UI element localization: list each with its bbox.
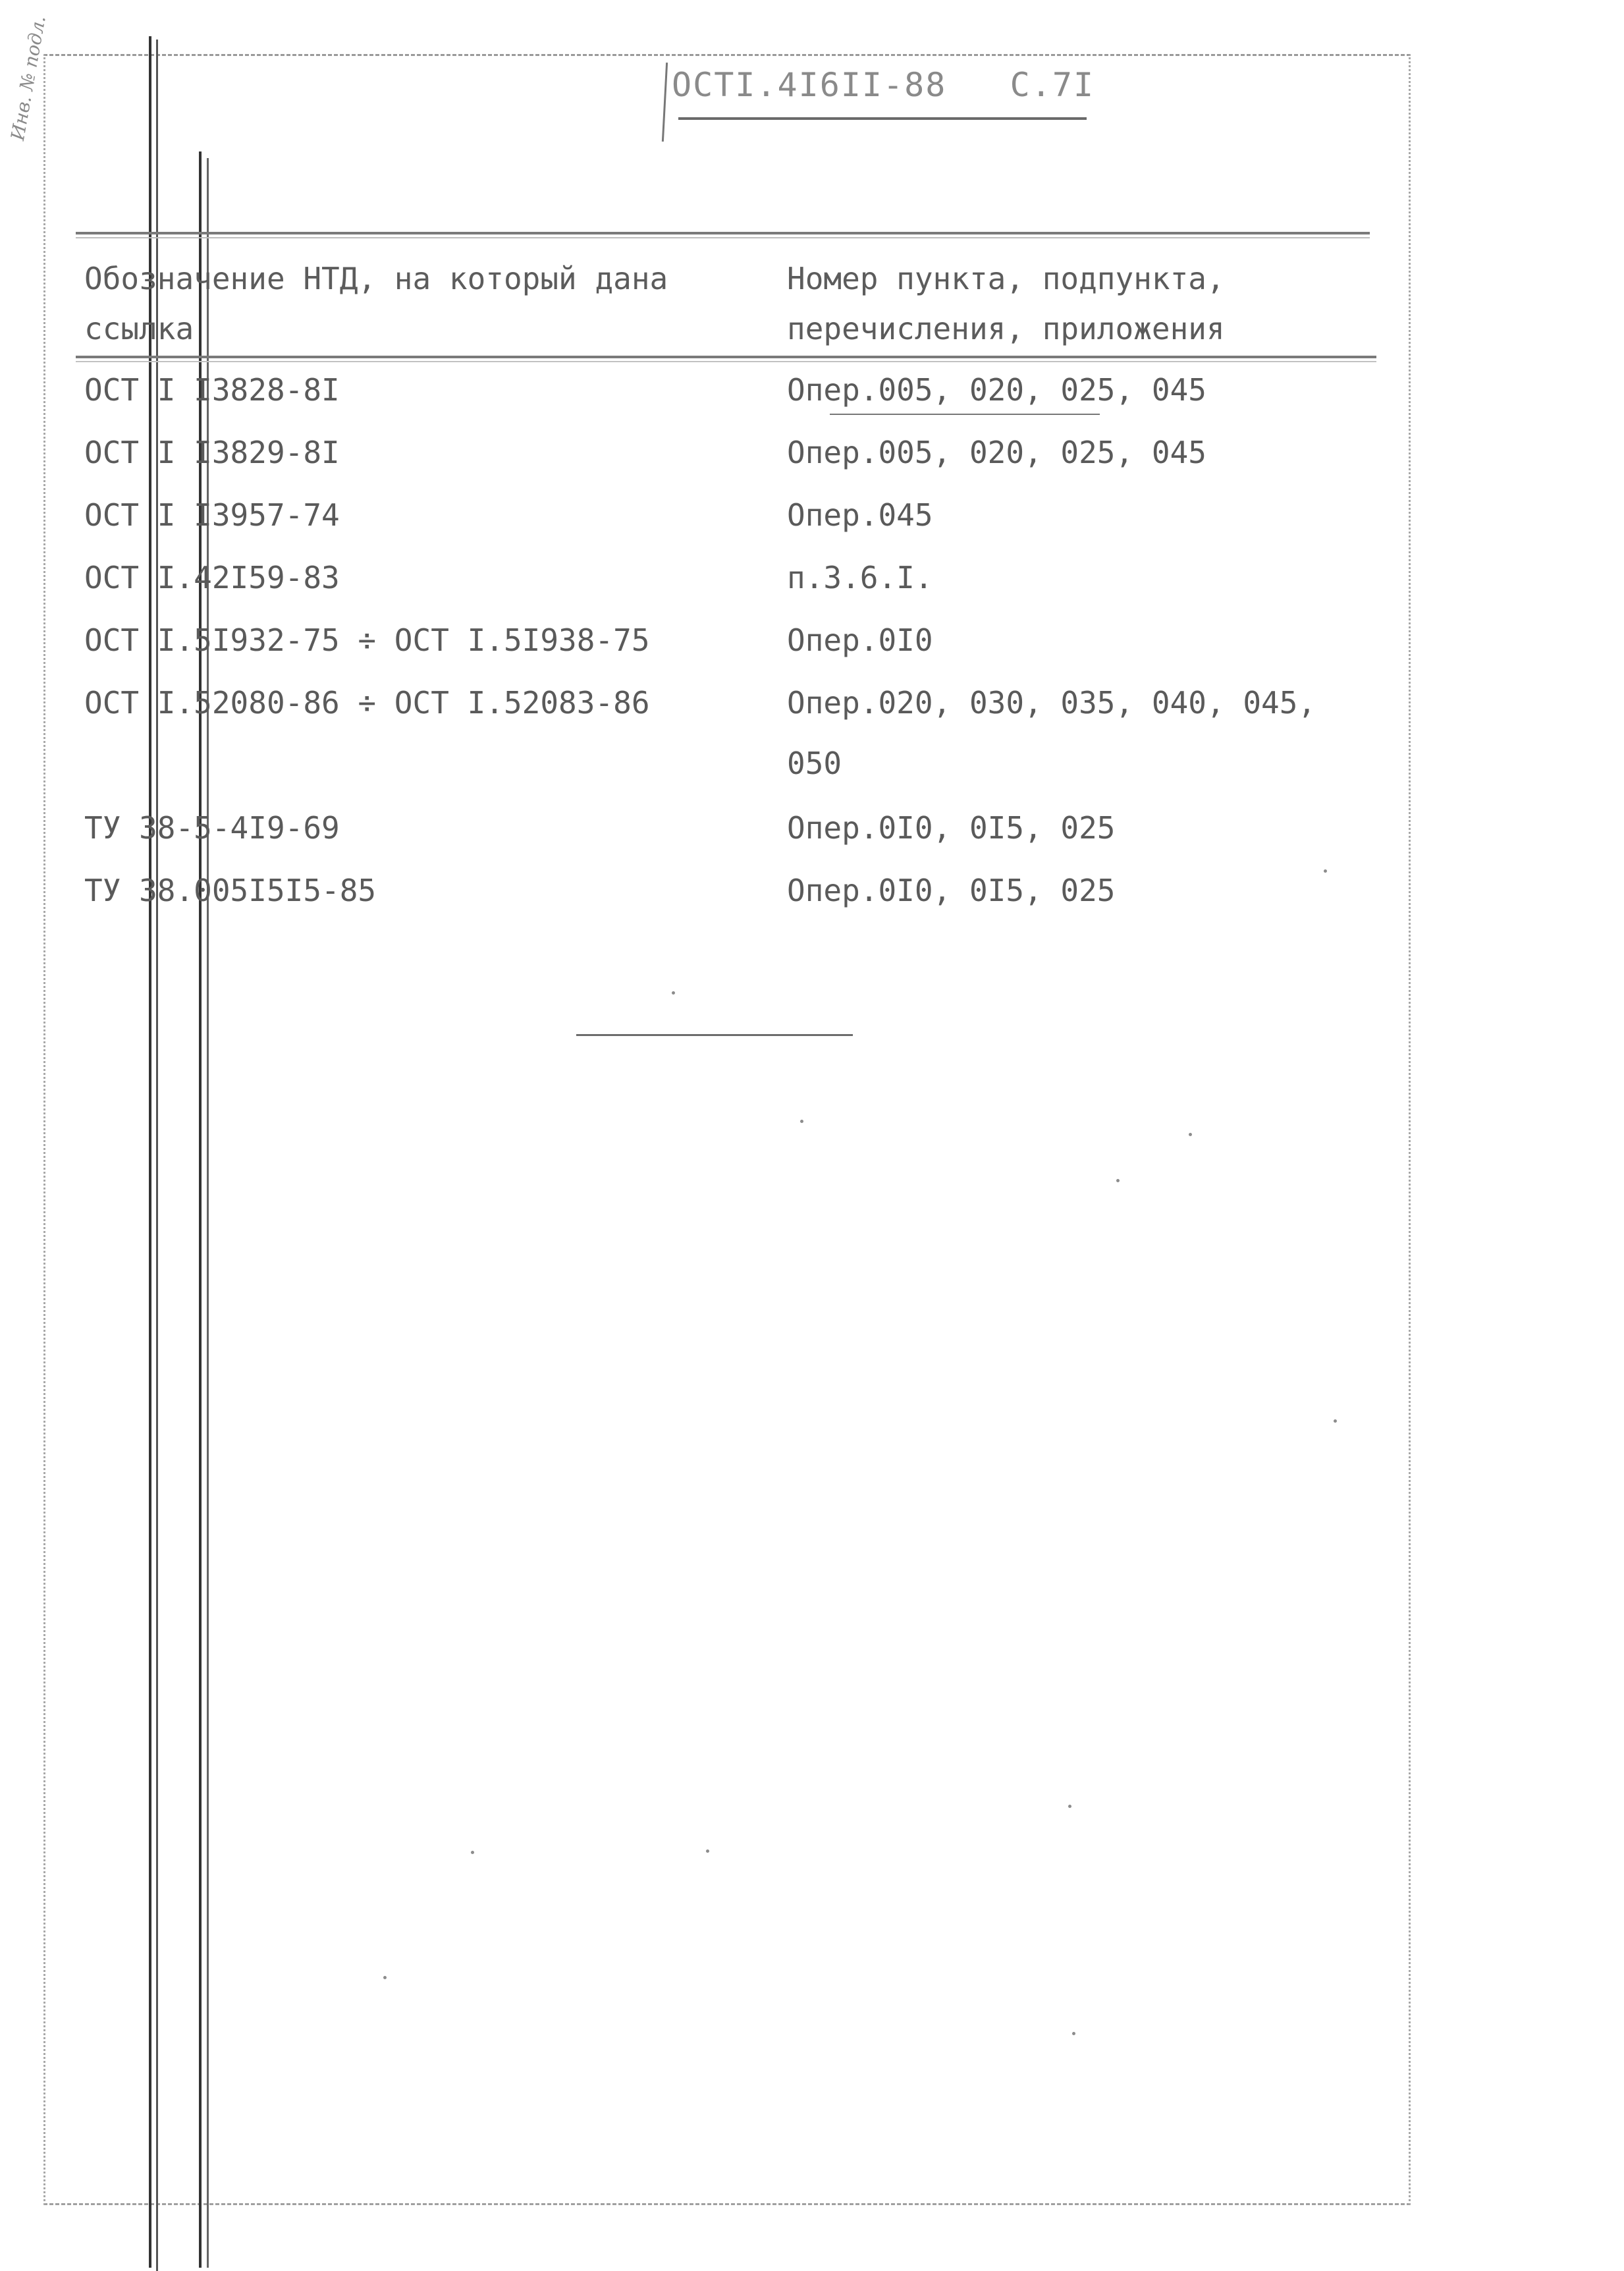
header-underline <box>678 117 1087 120</box>
table-top-rule <box>76 232 1370 234</box>
scan-speck <box>1334 1419 1337 1423</box>
scan-speck <box>1189 1133 1192 1136</box>
table-top-rule <box>76 237 1370 238</box>
table-row-designation: ОСТ I I3957-74 <box>84 497 340 533</box>
header-separator-rule <box>76 361 1376 362</box>
table-row-references: Опер.005, 020, 025, 045 <box>787 435 1206 470</box>
scan-speck <box>800 1120 803 1123</box>
table-row-designation: ОСТ I.5I932-75 ÷ ОСТ I.5I938-75 <box>84 622 650 658</box>
scan-speck <box>1116 1179 1120 1182</box>
pencil-underline <box>830 414 1100 415</box>
table-row-designation: ОСТ I.52080-86 ÷ ОСТ I.52083-86 <box>84 685 650 721</box>
scan-speck <box>1068 1805 1071 1808</box>
table-row-references: Опер.0I0 <box>787 622 933 658</box>
binding-line <box>149 36 151 2268</box>
document-header <box>672 66 1095 104</box>
table-row-designation: ОСТ I I3829-8I <box>84 435 340 470</box>
scan-speck <box>672 991 675 995</box>
table-row-designation: ОСТ I.42I59-83 <box>84 560 340 595</box>
table-row-references: Опер.0I0, 0I5, 025 <box>787 873 1116 908</box>
binding-line <box>207 158 209 2268</box>
table-row-references: Опер.045 <box>787 497 933 533</box>
table-row-references: Опер.005, 020, 025, 045 <box>787 372 1206 408</box>
table-row-references: п.3.6.I. <box>787 560 933 595</box>
table-row-references: Опер.0I0, 0I5, 025 <box>787 810 1116 846</box>
table-row-references: Опер.020, 030, 035, 040, 045, <box>787 685 1316 721</box>
column-header-reference: Номер пункта, подпункта, перечисления, приложения <box>787 261 1225 346</box>
scan-speck <box>471 1851 474 1854</box>
page-number: С.7I <box>1010 66 1095 104</box>
header-separator-rule <box>76 356 1376 358</box>
table-row-designation: ТУ 38.005I5I5-85 <box>84 873 377 908</box>
scan-speck <box>383 1976 387 1979</box>
table-row-references-continued: 050 <box>787 746 842 781</box>
scan-speck <box>1072 2032 1075 2035</box>
margin-handwritten-note: Инв. № подл. <box>7 14 50 142</box>
scan-speck <box>1324 869 1327 873</box>
scan-speck <box>706 1849 709 1853</box>
table-row-designation: ТУ 38-5-4I9-69 <box>84 810 340 846</box>
table-row-designation: ОСТ I I3828-8I <box>84 372 340 408</box>
document-code: ОСТI.4I6II-88 <box>672 66 947 104</box>
end-of-list-rule <box>576 1034 853 1036</box>
column-header-designation: Обозначение НТД, на который дана ссылка <box>84 261 668 346</box>
